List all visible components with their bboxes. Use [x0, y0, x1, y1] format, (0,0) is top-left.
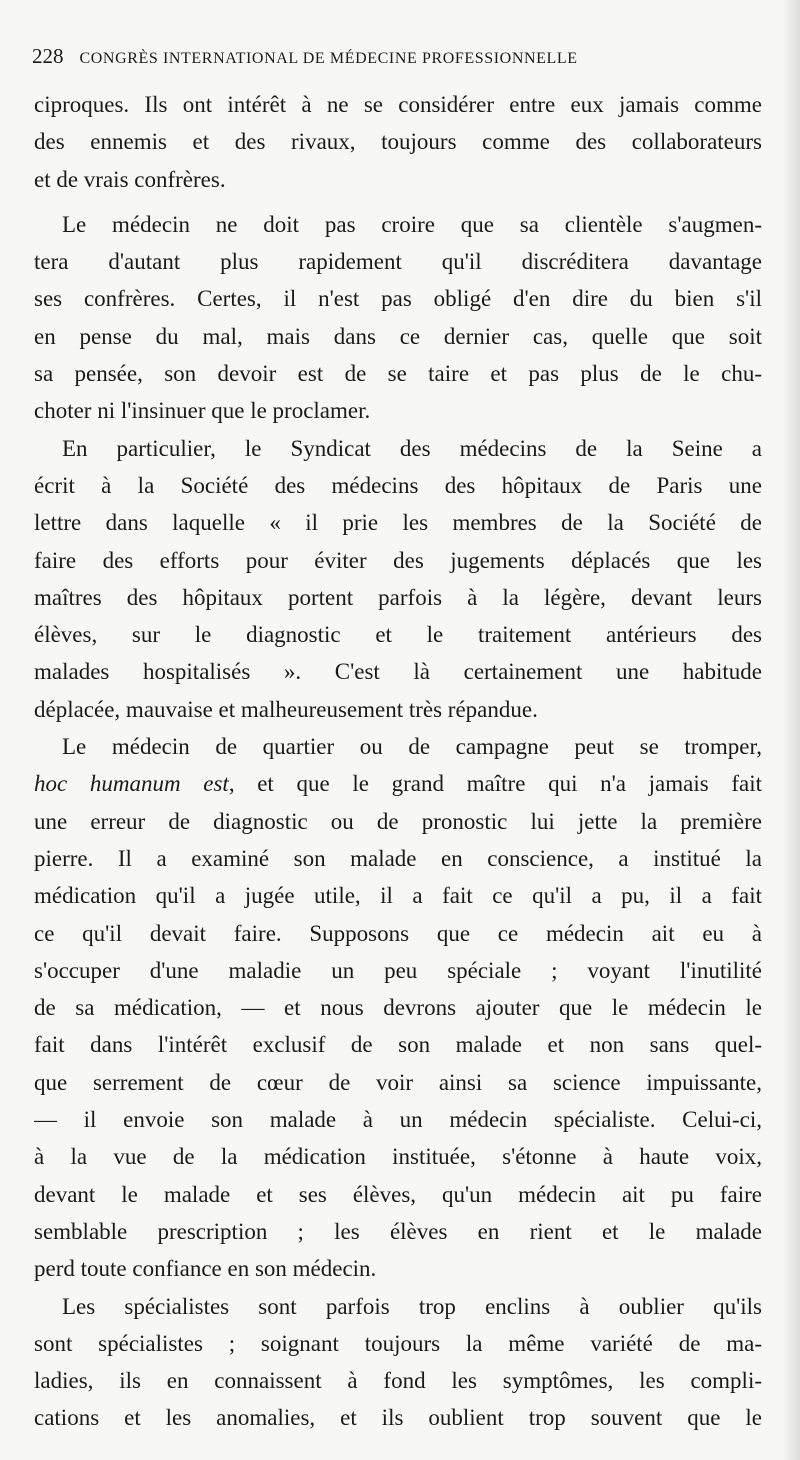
text-line: choter ni l'insinuer que le proclamer.	[34, 398, 371, 424]
latin-phrase: hoc humanum est	[34, 771, 229, 797]
text-line: s'occuper d'une maladie un peu spéciale ; voyant l'inutilité	[34, 957, 762, 983]
text-line: fait dans l'intérêt exclusif de son malade et non sans quel-	[34, 1032, 762, 1058]
body-text	[34, 86, 762, 1437]
text-line: faire des efforts pour éviter des jugements déplacés que les	[34, 547, 762, 573]
text-line: Le médecin ne doit pas croire que sa clientèle s'augmen-	[62, 211, 762, 237]
text-line: ce qu'il devait faire. Supposons que ce médecin ait eu à	[34, 920, 762, 946]
text-line: en pense du mal, mais dans ce dernier cas, quelle que soit	[34, 323, 762, 349]
text-line: — il envoie son malade à un médecin spécialiste. Celui-ci,	[34, 1107, 762, 1133]
text-line: lettre dans laquelle « il prie les membres de la Société de	[34, 510, 762, 536]
text-line: déplacée, mauvaise et malheureusement très répandue.	[34, 696, 538, 722]
page-spine-shadow	[782, 0, 800, 1460]
text-line: pierre. Il a examiné son malade en conscience, a institué la	[34, 845, 762, 871]
text-line: hoc humanum est, et que le grand maître qui n'a jamais fait	[34, 771, 762, 797]
text-line: En particulier, le Syndicat des médecins de la Seine a	[62, 435, 762, 461]
text-line: que serrement de cœur de voir ainsi sa science impuissante,	[34, 1069, 762, 1095]
text-line: tera d'autant plus rapidement qu'il discréditera davantage	[34, 249, 762, 275]
text-line: médication qu'il a jugée utile, il a fait ce qu'il a pu, il a fait	[34, 883, 762, 909]
page-number: 228	[32, 44, 64, 68]
running-title: CONGRÈS INTERNATIONAL DE MÉDECINE PROFESSIONNELLE	[79, 50, 578, 67]
text-line: cations et les anomalies, et ils oublient trop souvent que le	[34, 1405, 762, 1431]
text-line: Les spécialistes sont parfois trop enclins à oublier qu'ils	[62, 1293, 762, 1319]
text-line: de sa médication, — et nous devrons ajouter que le médecin le	[34, 995, 762, 1021]
text-line: devant le malade et ses élèves, qu'un médecin ait pu faire	[34, 1181, 762, 1207]
text-line: ciproques. Ils ont intérêt à ne se considérer entre eux jamais comme	[34, 92, 762, 117]
text-line: élèves, sur le diagnostic et le traitement antérieurs des	[34, 622, 762, 648]
paragraph	[34, 728, 762, 1287]
paragraph	[34, 430, 762, 728]
text-line: semblable prescription ; les élèves en rient et le malade	[34, 1218, 762, 1244]
text-line: malades hospitalisés ». C'est là certainement une habitude	[34, 659, 762, 685]
text-line: sont spécialistes ; soignant toujours la même variété de ma-	[34, 1330, 762, 1356]
running-header	[32, 44, 732, 69]
text-line: Le médecin de quartier ou de campagne peut se tromper,	[62, 734, 762, 760]
text-line: des ennemis et des rivaux, toujours comme des collaborateurs	[34, 129, 762, 155]
text-line: perd toute confiance en son médecin.	[34, 1256, 377, 1282]
text-line: et de vrais confrères.	[34, 166, 226, 192]
text-line: sa pensée, son devoir est de se taire et pas plus de le chu-	[34, 361, 762, 387]
text-line: écrit à la Société des médecins des hôpitaux de Paris une	[34, 472, 762, 498]
paragraph	[34, 206, 762, 430]
paragraph	[34, 86, 762, 198]
paragraph	[34, 1288, 762, 1437]
text-line: une erreur de diagnostic ou de pronostic lui jette la première	[34, 808, 762, 834]
text-line: ses confrères. Certes, il n'est pas obligé d'en dire du bien s'il	[34, 286, 762, 312]
text-line: ladies, ils en connaissent à fond les symptômes, les compli-	[34, 1368, 762, 1394]
text-line: à la vue de la médication instituée, s'étonne à haute voix,	[34, 1144, 762, 1170]
text-line: maîtres des hôpitaux portent parfois à la légère, devant leurs	[34, 584, 762, 610]
